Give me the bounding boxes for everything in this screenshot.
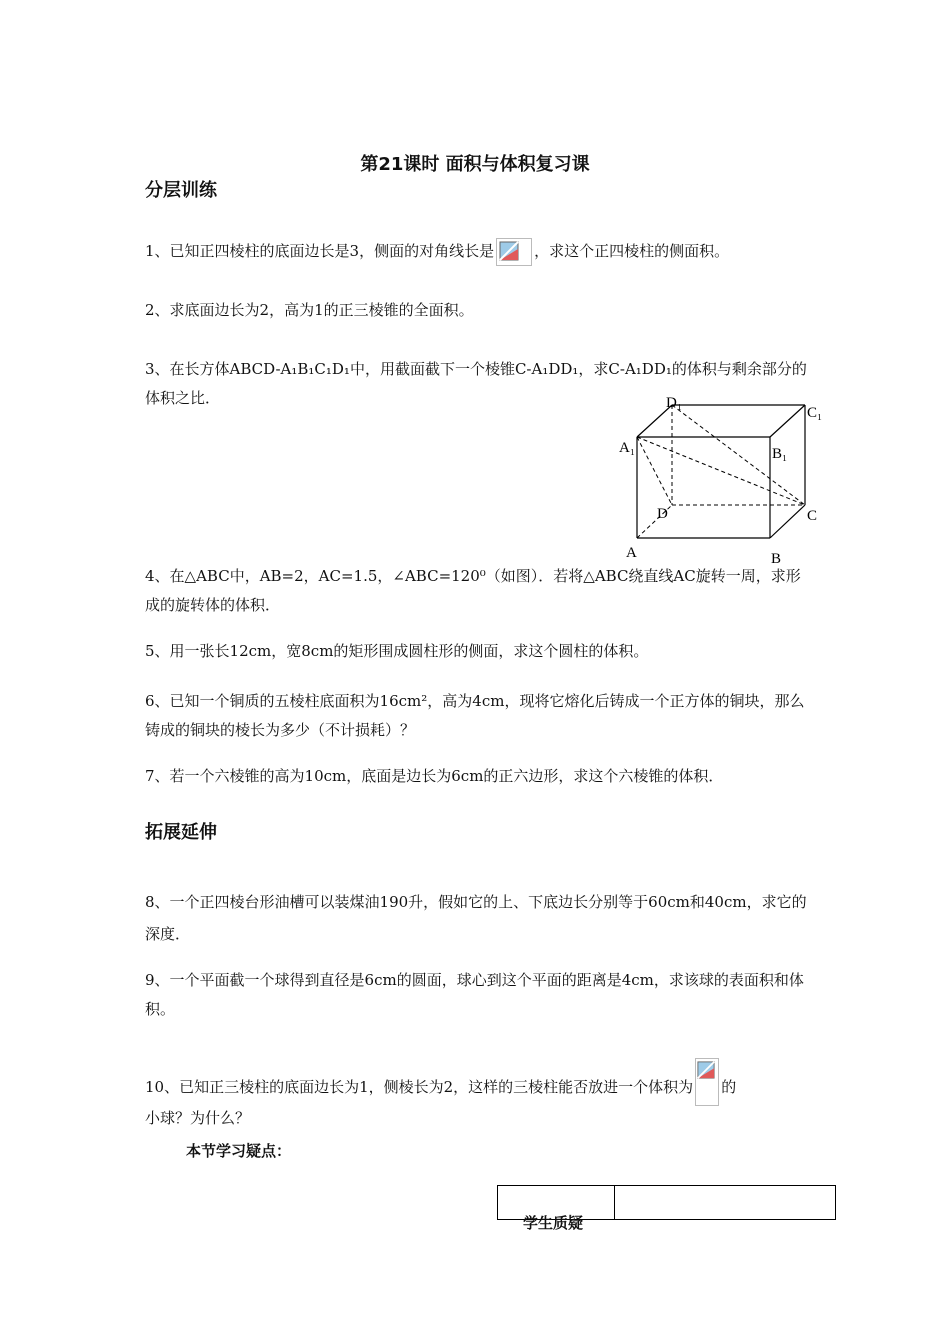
problem-5: 5、用一张长12cm，宽8cm的矩形围成圆柱形的侧面，求这个圆柱的体积。 [145,642,649,660]
section-heading-extension: 拓展延伸 [145,822,217,843]
problem-4: 4、在△ABC中，AB=2，AC=1.5，∠ABC=120⁰（如图）．若将△ABC绕直线AC旋转一周，求形成的旋转体的体积． [145,567,801,614]
problem-7: 7、若一个六棱锥的高为10cm，底面是边长为6cm的正六边形，求这个六棱锥的体积． [145,767,724,785]
problem-10 [145,1058,810,1106]
table-cell-input[interactable] [615,1186,836,1220]
vertex-label-b1: B₁ [772,446,788,462]
problem-3: 3、在长方体ABCD-A₁B₁C₁D₁中，用截面截下一个棱锥C-A₁DD₁，求C-A₁DD₁的体积与剩余部分的体积之比． [145,360,807,407]
formula-image-placeholder [695,1058,719,1106]
vertex-label-d: D [657,506,668,522]
vertex-label-d1: D₁ [666,395,683,411]
section-heading-layered-training: 分层训练 [145,180,217,201]
problem-1 [145,237,810,266]
page-title: 第21课时 面积与体积复习课 [360,154,590,175]
problem-9: 9、一个平面截一个球得到直径是6cm的圆面，球心到这个平面的距离是4cm，求该球的表面积和体积。 [145,971,804,1018]
problem-10-text-b: 的 [721,1078,737,1096]
formula-image-placeholder [496,238,532,266]
problem-8: 8、一个正四棱台形油槽可以装煤油190升，假如它的上、下底边长分别等于60cm和40cm，求它的深度． [145,893,807,943]
problem-6: 6、已知一个铜质的五棱柱底面积为16cm²，高为4cm，现将它熔化后铸成一个正方体的铜块，那么铸成的铜块的棱长为多少（不计损耗）？ [145,692,805,739]
cuboid-figure [600,390,840,570]
vertex-label-c1: C₁ [807,405,823,421]
problem-10-text-a: 10、已知正三棱柱的底面边长为1，侧棱长为2，这样的三棱柱能否放进一个体积为 [145,1078,694,1096]
vertex-label-b: B [771,551,782,567]
vertex-label-a1: A₁ [619,440,636,456]
problem-2: 2、求底面边长为2，高为1的正三棱锥的全面积。 [145,301,474,319]
problem-1-text-a: 1、已知正四棱柱的底面边长是3，侧面的对角线长是 [145,242,495,260]
questions-heading: 本节学习疑点： [186,1142,292,1160]
problem-10-continued: 小球？为什么？ [145,1109,251,1127]
vertex-label-a: A [626,545,637,561]
vertex-label-c: C [807,508,818,524]
student-questions-label: 学生质疑 [523,1214,584,1232]
problem-1-text-b: ，求这个正四棱柱的侧面积。 [534,242,730,260]
